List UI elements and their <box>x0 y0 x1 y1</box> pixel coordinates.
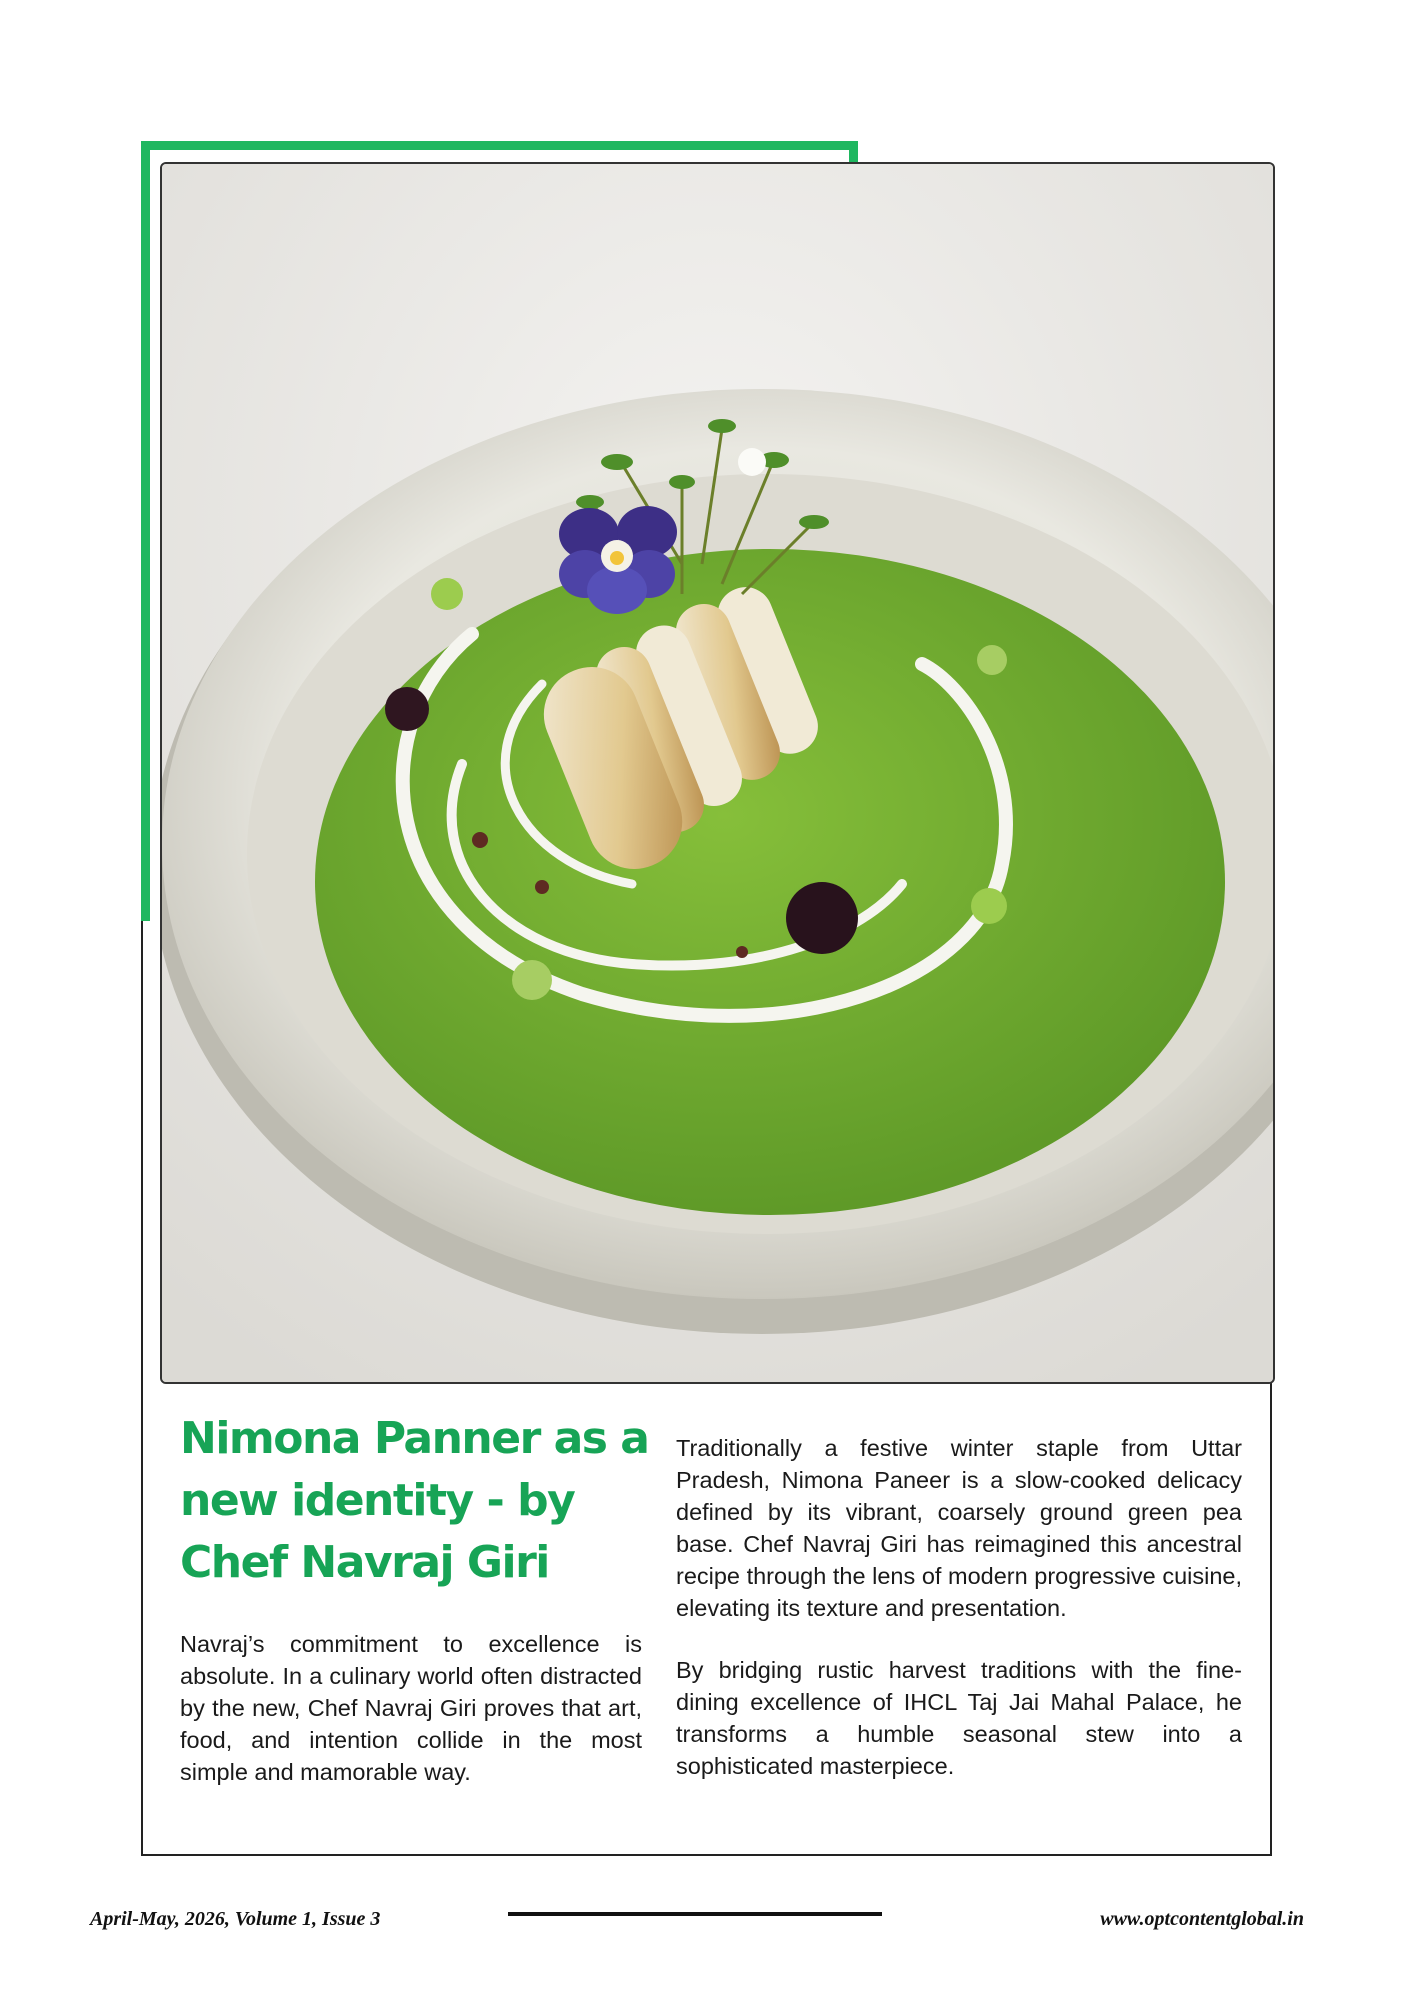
right-paragraph-1: Traditionally a festive winter staple from Uttar Pradesh, Nimona Paneer is a slow-cooked delicacy defined by its vibrant, coarsely ground green pea base. Chef Navraj Giri has reimagined this ancestral recipe through the lens of modern progressive cuisine, elevating its texture and presentation. <box>676 1435 1242 1621</box>
left-paragraph: Navraj’s commitment to excellence is absolute. In a culinary world often distracted by the new, Chef Navraj Giri proves that art, food, and intention collide in the most simple and mamorable way. <box>180 1631 642 1785</box>
article-headline: Nimona Panner as a new identity - by Chef Navraj Giri <box>180 1413 649 1588</box>
footer-issue-info: April-May, 2026, Volume 1, Issue 3 <box>90 1908 381 1930</box>
footer-divider <box>508 1912 882 1916</box>
footer-website: www.optcontentglobal.in <box>1100 1908 1304 1930</box>
right-column <box>676 1432 1242 1812</box>
right-paragraph-2: By bridging rustic harvest traditions with the fine-dining excellence of IHCL Taj Jai Mahal Palace, he transforms a humble seasonal stew into a sophisticated masterpiece. <box>676 1657 1242 1779</box>
dish-photo <box>160 162 1275 1384</box>
